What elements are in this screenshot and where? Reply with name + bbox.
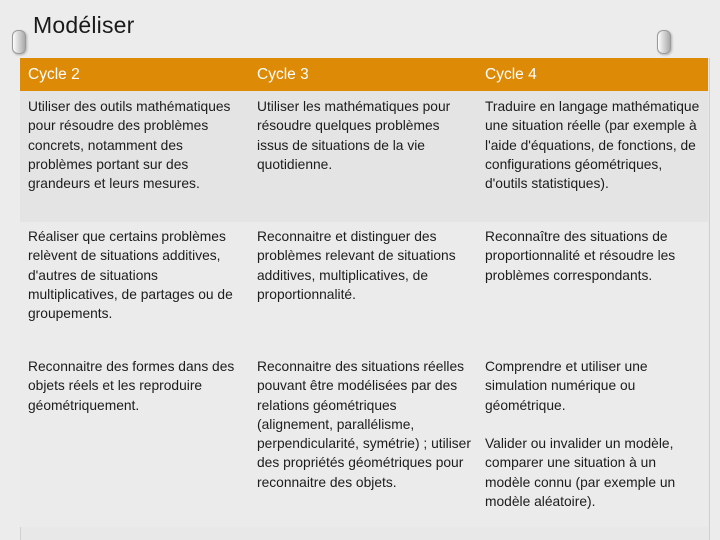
cell-cycle-4: Traduire en langage mathématique une situation réelle (par exemple à l'aide d'équations, de fonctions, de configurations géométriques, d'outils statistiques). — [477, 91, 708, 222]
header-cycle-2: Cycle 2 — [20, 58, 249, 91]
cell-cycle-3: Utiliser les mathématiques pour résoudre quelques problèmes issus de situations de la vie quotidienne. — [249, 91, 477, 222]
binder-ring-left-icon — [12, 30, 26, 54]
cell-cycle-3: Reconnaitre et distinguer des problèmes relevant de situations additives, multiplicatives, de proportionnalité. — [249, 222, 477, 357]
table-row — [20, 222, 708, 357]
table-row — [20, 91, 708, 222]
slide-title: Modéliser — [33, 12, 135, 38]
header-cycle-4: Cycle 4 — [477, 58, 708, 91]
cell-cycle-2: Réaliser que certains problèmes relèvent de situations additives, d'autres de situations multiplicatives, de partages ou de groupements. — [20, 222, 249, 357]
cell-cycle-4: Reconnaître des situations de proportionnalité et résoudre les problèmes correspondants. — [477, 222, 708, 357]
cell-paragraph: Valider ou invalider un modèle, comparer une situation à un modèle connu (par exemple un modèle aléatoire). — [485, 436, 676, 510]
cell-cycle-2: Utiliser des outils mathématiques pour résoudre des problèmes concrets, notamment des problèmes portant sur des grandeurs et leurs mesures. — [20, 91, 249, 222]
competences-table — [20, 58, 708, 527]
cell-cycle-4 — [477, 357, 708, 527]
table-row — [20, 357, 708, 527]
cell-cycle-3: Reconnaitre des situations réelles pouvant être modélisées par des relations géométriques (alignement, parallélisme, perpendicularité, symétrie) ; utiliser des propriétés géométriques pour reconnaitre des objets. — [249, 357, 477, 527]
paragraph-gap — [485, 415, 704, 434]
cell-paragraph: Comprendre et utiliser une simulation numérique ou géométrique. — [485, 359, 648, 413]
header-cycle-3: Cycle 3 — [249, 58, 477, 91]
binder-ring-right-icon — [657, 30, 671, 54]
cell-cycle-2: Reconnaitre des formes dans des objets réels et les reproduire géométriquement. — [20, 357, 249, 527]
table-header-row — [20, 58, 708, 91]
